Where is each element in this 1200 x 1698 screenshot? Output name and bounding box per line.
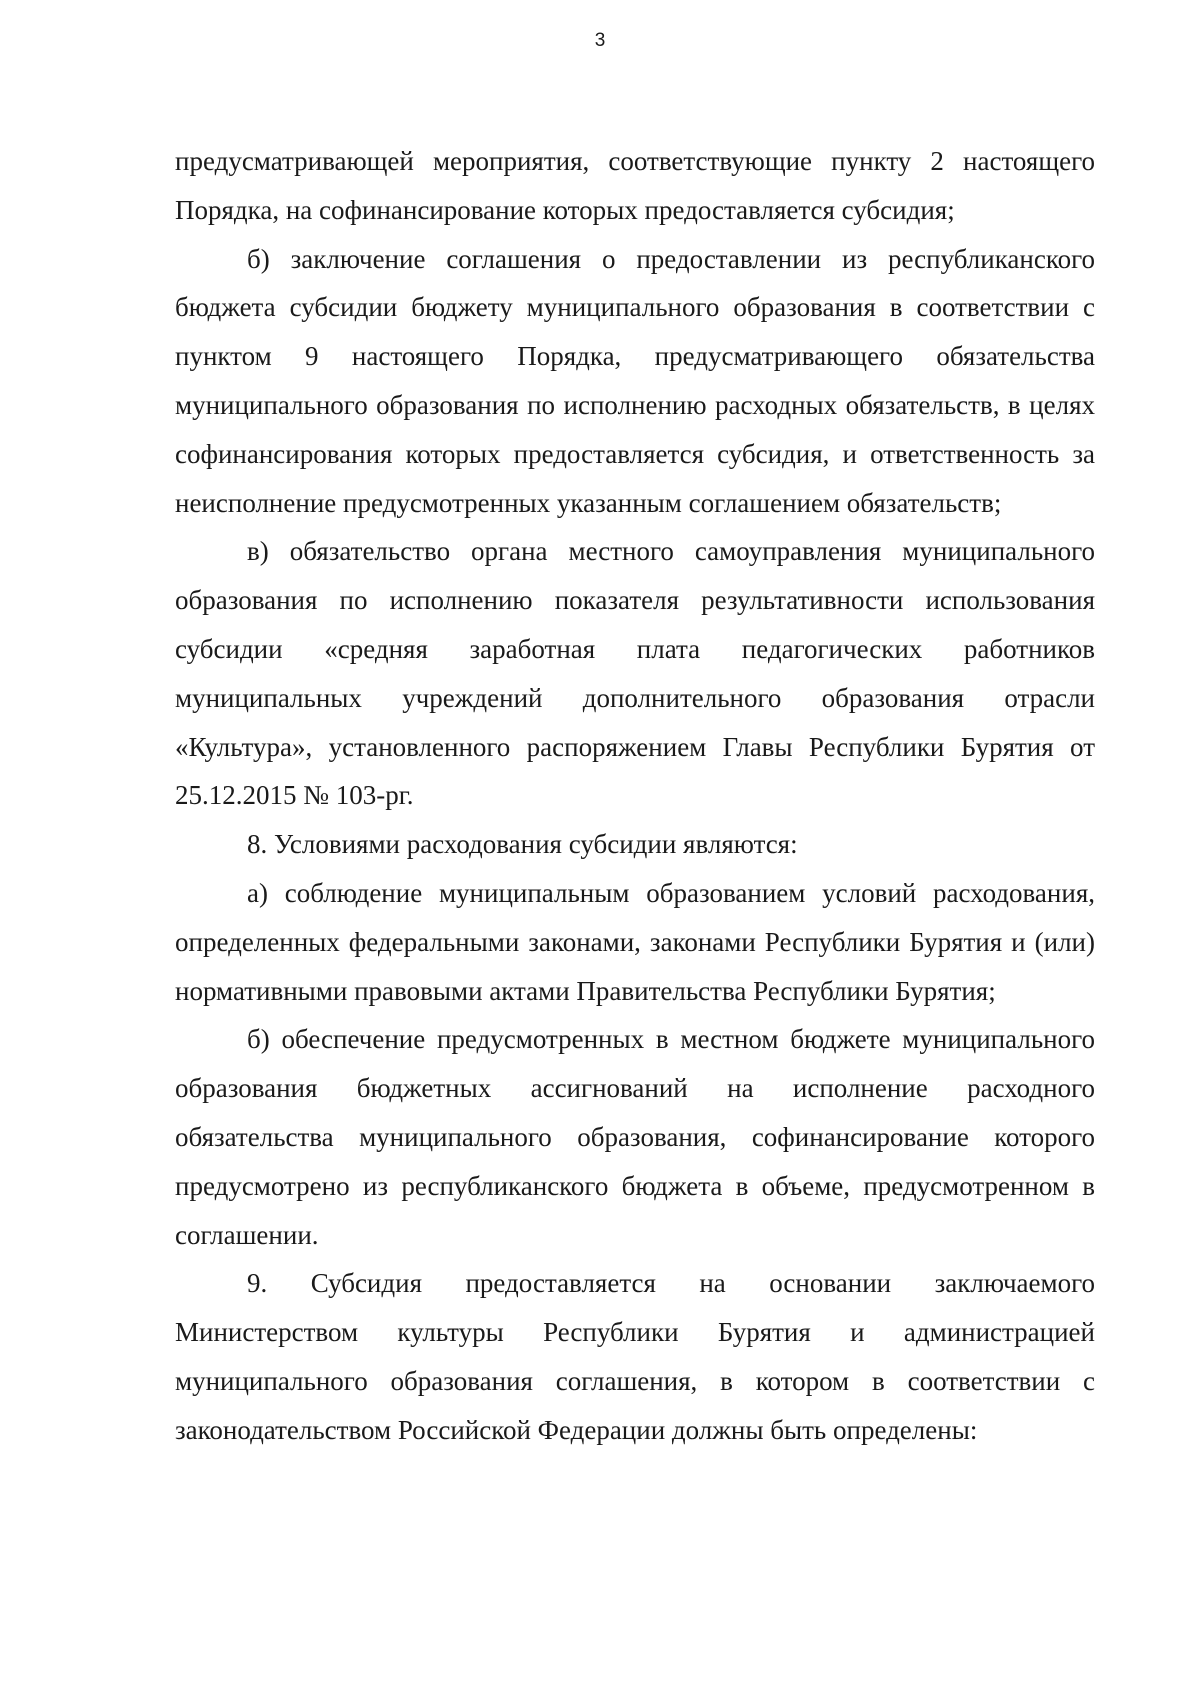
paragraph-section-8: 8. Условиями расходования субсидии являются:: [247, 829, 798, 860]
page-number: 3: [594, 30, 606, 51]
paragraph-item-a-compliance: а) соблюдение муниципальным образованием условий расходования, определенных федеральными законами, законами Республики Бурятия и (или) нормативными правовыми актами Правительства Республики Бурятия;: [175, 877, 1095, 1006]
paragraph-continuation: предусматривающей мероприятия, соответствующие пункту 2 настоящего Порядка, на софинансирование которых предоставляется субсидия;: [175, 146, 1095, 225]
paragraph-item-b-provision: б) обеспечение предусмотренных в местном бюджете муниципального образования бюджетных ассигнований на исполнение расходного обязательства муниципального образования, софинансирование которого предусмотрено из республиканского бюджета в объеме, предусмотренном в соглашении.: [175, 1024, 1095, 1250]
paragraph-item-b-agreement: б) заключение соглашения о предоставлении из республиканского бюджета субсидии бюджету муниципального образования в соответствии с пунктом 9 настоящего Порядка, предусматривающего обязательства муниципального образования по исполнению расходных обязательств, в целях софинансирования которых предоставляется субсидия, и ответственность за неисполнение предусмотренных указанным соглашением обязательств;: [175, 243, 1095, 518]
paragraph-item-v-obligation: в) обязательство органа местного самоуправления муниципального образования по исполнению показателя результативности использования субсидии «средняя заработная плата педагогических работников муниципальных учреждений дополнительного образования отрасли «Культура», установленного распоряжением Главы Республики Бурятия от 25.12.2015 № 103-рг.: [175, 536, 1095, 811]
paragraph-section-9: 9. Субсидия предоставляется на основании заключаемого Министерством культуры Республики Бурятия и администрацией муниципального образования соглашения, в котором в соответствии с законодательством Российской Федерации должны быть определены:: [175, 1268, 1095, 1445]
document-body: [175, 137, 1095, 1455]
